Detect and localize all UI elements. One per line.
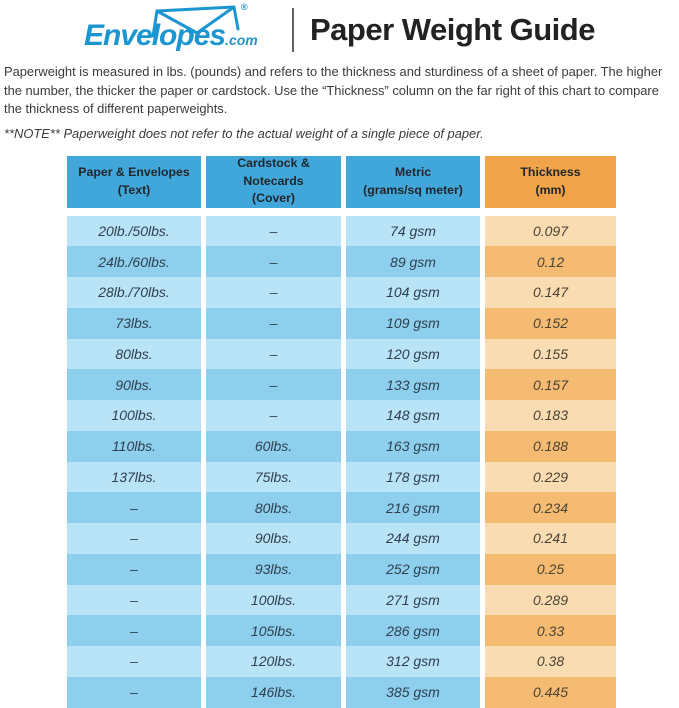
table-cell: 0.12: [485, 246, 616, 277]
column-header: Paper & Envelopes (Text): [67, 156, 201, 208]
table-cell: 100lbs.: [206, 585, 341, 616]
table-cell: 120 gsm: [346, 339, 480, 370]
table-cell: 20lb./50lbs.: [67, 216, 201, 247]
paper-weight-table: [67, 156, 616, 708]
table-cell: 137lbs.: [67, 462, 201, 493]
table-cell: –: [67, 585, 201, 616]
table-cell: 0.188: [485, 431, 616, 462]
table-cell: 73lbs.: [67, 308, 201, 339]
table-cell: 178 gsm: [346, 462, 480, 493]
table-cell: 133 gsm: [346, 369, 480, 400]
note-text: **NOTE** Paperweight does not refer to the actual weight of a single piece of paper.: [4, 125, 484, 141]
table-cell: 60lbs.: [206, 431, 341, 462]
table-cell: 312 gsm: [346, 646, 480, 677]
intro-paragraph: Paperweight is measured in lbs. (pounds) and refers to the thickness and sturdiness of a sheet of paper. The higher the number, the thicker the paper or cardstock. Use the “Thickness” column on the far right of this chart to compare the thickness of different paperweights.: [4, 64, 663, 116]
table-cell: 80lbs.: [206, 492, 341, 523]
table-cell: 0.097: [485, 216, 616, 247]
table-cell: 0.147: [485, 277, 616, 308]
table-cell: –: [67, 677, 201, 708]
table-cell: 0.38: [485, 646, 616, 677]
table-cell: 0.445: [485, 677, 616, 708]
table-cell: 0.229: [485, 462, 616, 493]
table-cell: 0.289: [485, 585, 616, 616]
table-cell: 0.241: [485, 523, 616, 554]
table-cell: 286 gsm: [346, 615, 480, 646]
table-cell: –: [67, 615, 201, 646]
table-cell: 90lbs.: [67, 369, 201, 400]
table-cell: –: [206, 216, 341, 247]
column-header: Metric (grams/sq meter): [346, 156, 480, 208]
logo-tld: .com: [225, 32, 258, 48]
table-body: [67, 216, 616, 708]
logo-text: Envelopes.com: [84, 19, 258, 52]
table-cell: 75lbs.: [206, 462, 341, 493]
table-cell: 89 gsm: [346, 246, 480, 277]
table-cell: 104 gsm: [346, 277, 480, 308]
table-cell: –: [67, 523, 201, 554]
table-cell: 0.33: [485, 615, 616, 646]
table-cell: –: [206, 400, 341, 431]
table-cell: 80lbs.: [67, 339, 201, 370]
envelopes-logo: [84, 2, 276, 55]
table-cell: 0.234: [485, 492, 616, 523]
brand-header: [0, 0, 679, 56]
registered-mark: ®: [241, 2, 248, 12]
table-cell: –: [67, 554, 201, 585]
table-cell: 385 gsm: [346, 677, 480, 708]
table-cell: 0.152: [485, 308, 616, 339]
table-cell: 0.25: [485, 554, 616, 585]
table-cell: –: [206, 308, 341, 339]
table-cell: –: [206, 246, 341, 277]
table-cell: 28lb./70lbs.: [67, 277, 201, 308]
column-header: Thickness (mm): [485, 156, 616, 208]
table-cell: 0.183: [485, 400, 616, 431]
table-cell: 271 gsm: [346, 585, 480, 616]
table-cell: 105lbs.: [206, 615, 341, 646]
table-cell: 120lbs.: [206, 646, 341, 677]
table-cell: 244 gsm: [346, 523, 480, 554]
table-cell: –: [206, 369, 341, 400]
header-divider: [292, 8, 294, 52]
table-cell: –: [206, 339, 341, 370]
table-cell: 100lbs.: [67, 400, 201, 431]
table-cell: –: [67, 492, 201, 523]
table-cell: 163 gsm: [346, 431, 480, 462]
table-cell: 110lbs.: [67, 431, 201, 462]
table-cell: –: [206, 277, 341, 308]
column-header: Cardstock & Notecards (Cover): [206, 156, 341, 208]
table-cell: 0.157: [485, 369, 616, 400]
table-cell: 252 gsm: [346, 554, 480, 585]
table-cell: 148 gsm: [346, 400, 480, 431]
page-title: Paper Weight Guide: [310, 12, 595, 47]
table-head: [67, 156, 616, 208]
table-cell: 74 gsm: [346, 216, 480, 247]
table-cell: 24lb./60lbs.: [67, 246, 201, 277]
table-cell: 109 gsm: [346, 308, 480, 339]
table-cell: 0.155: [485, 339, 616, 370]
table-cell: –: [67, 646, 201, 677]
table-cell: 216 gsm: [346, 492, 480, 523]
table-cell: 93lbs.: [206, 554, 341, 585]
table-cell: 90lbs.: [206, 523, 341, 554]
table-cell: 146lbs.: [206, 677, 341, 708]
